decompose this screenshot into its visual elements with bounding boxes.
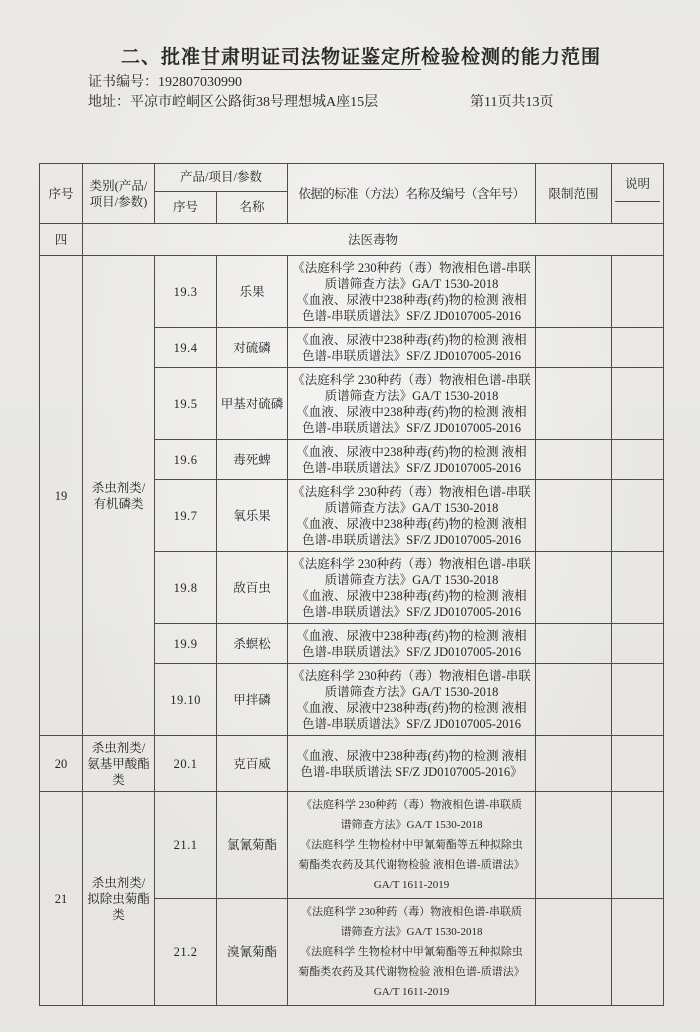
- table-row: [40, 256, 664, 328]
- cell-limit: [536, 328, 612, 368]
- cell-standards: [288, 480, 536, 552]
- cert-number-line: [88, 73, 700, 93]
- cell-group-category: 杀虫剂类/氨基甲酸酯类: [83, 736, 155, 792]
- standard-line: 《法庭科学 生物检材中甲氰菊酯等五种拟除虫菊酯类农药及其代谢物检验 液相色谱-质谱法》GA/T 1611-2019: [298, 946, 525, 998]
- title-organization-underlined: 甘肃明证司法物证鉴定所: [200, 47, 421, 68]
- cell-item-name: 甲基对硫磷: [217, 368, 288, 440]
- title-prefix: 二、批准: [120, 47, 201, 68]
- header-limit: 限制范围: [536, 164, 612, 224]
- cell-standards: [288, 736, 536, 792]
- standard-line: 《法庭科学 230种药（毒）物液相色谱-串联质谱筛查方法》GA/T 1530-2018: [292, 556, 531, 587]
- header-product-group: 产品/项目/参数: [155, 164, 288, 192]
- cell-limit: [536, 736, 612, 792]
- cell-item-name: 乐果: [217, 256, 288, 328]
- cell-group-seq: 20: [40, 736, 83, 792]
- cell-item-no: 19.10: [155, 664, 217, 736]
- cell-item-name: 氯氰菊酯: [217, 792, 288, 899]
- cell-note: [612, 328, 664, 368]
- standard-line: 《法庭科学 230种药（毒）物液相色谱-串联质谱筛查方法》GA/T 1530-2018: [292, 484, 531, 515]
- cell-limit: [536, 792, 612, 899]
- cell-item-name: 杀螟松: [217, 624, 288, 664]
- cell-item-no: 21.1: [155, 792, 217, 899]
- header-name: 名称: [217, 191, 288, 223]
- header-note: [612, 164, 664, 224]
- cell-note: [612, 440, 664, 480]
- cell-item-no: 19.4: [155, 328, 217, 368]
- header-standard: 依据的标准（方法）名称及编号（含年号）: [288, 164, 536, 224]
- cell-item-name: 溴氰菊酯: [217, 899, 288, 1006]
- cell-item-no: 19.5: [155, 368, 217, 440]
- cell-standards: [288, 552, 536, 624]
- cell-standards: [288, 792, 536, 899]
- cert-number-value: 192807030990: [158, 75, 242, 90]
- standard-line: 《血液、尿液中238种毒(药)物的检测 液相色谱-串联质谱法》SF/Z JD0107005-2016: [296, 588, 527, 619]
- header-note-label: 说明: [615, 166, 660, 202]
- cell-item-no: 19.3: [155, 256, 217, 328]
- cell-item-name: 氧乐果: [217, 480, 288, 552]
- cell-item-no: 19.8: [155, 552, 217, 624]
- cell-note: [612, 480, 664, 552]
- cell-group-category: 杀虫剂类/有机磷类: [83, 256, 155, 736]
- header-note-empty-subcell: [615, 202, 660, 221]
- cell-note: [612, 736, 664, 792]
- cell-item-name: 对硫磷: [217, 328, 288, 368]
- standard-line: 《血液、尿液中238种毒(药)物的检测 液相色谱-串联质谱法》SF/Z JD0107005-2016: [296, 628, 527, 659]
- cell-note: [612, 664, 664, 736]
- cell-item-no: 19.9: [155, 624, 217, 664]
- cell-group-category: 杀虫剂类/拟除虫菊酯类: [83, 792, 155, 1006]
- cell-note: [612, 552, 664, 624]
- cell-item-name: 甲拌磷: [217, 664, 288, 736]
- section-title: 法医毒物: [83, 224, 664, 256]
- standard-line: 《血液、尿液中238种毒(药)物的检测 液相色谱-串联质谱法》SF/Z JD0107005-2016: [296, 292, 527, 323]
- cell-limit: [536, 624, 612, 664]
- cell-item-name: 敌百虫: [217, 552, 288, 624]
- table-row: [40, 792, 664, 899]
- standard-line: 《血液、尿液中238种毒(药)物的检测 液相色谱-串联质谱法》SF/Z JD0107005-2016: [296, 444, 527, 475]
- table-row: [40, 736, 664, 792]
- cell-group-seq: 19: [40, 256, 83, 736]
- cell-limit: [536, 480, 612, 552]
- cell-standards: [288, 256, 536, 328]
- page-title: [0, 42, 700, 69]
- cell-item-name: 克百威: [217, 736, 288, 792]
- cell-item-name: 毒死蜱: [217, 440, 288, 480]
- address-line: [88, 93, 700, 113]
- cell-limit: [536, 899, 612, 1006]
- address-value: 平凉市崆峒区公路街38号理想城A座15层: [130, 95, 379, 110]
- standard-line: 《法庭科学 230种药（毒）物液相色谱-串联质谱筛查方法》GA/T 1530-2018: [292, 260, 531, 291]
- standard-line: 《血液、尿液中238种毒(药)物的检测 液相色谱-串联质谱法》SF/Z JD0107005-2016: [296, 700, 527, 731]
- header-category: 类别(产品/项目/参数): [83, 164, 155, 224]
- standard-line: 《血液、尿液中238种毒(药)物的检测 液相色谱-串联质谱法》SF/Z JD0107005-2016: [296, 404, 527, 435]
- standard-line: 《法庭科学 230种药（毒）物液相色谱-串联质谱筛查方法》GA/T 1530-2018: [301, 906, 522, 938]
- section-seq: 四: [40, 224, 83, 256]
- capability-table: [39, 163, 664, 1006]
- cell-item-no: 19.7: [155, 480, 217, 552]
- cell-group-seq: 21: [40, 792, 83, 1006]
- header-seq: 序号: [40, 164, 83, 224]
- cell-item-no: 19.6: [155, 440, 217, 480]
- title-suffix: 检验检测的能力范围: [421, 47, 602, 68]
- cell-standards: [288, 368, 536, 440]
- standard-line: 《法庭科学 230种药（毒）物液相色谱-串联质谱筛查方法》GA/T 1530-2018: [301, 799, 522, 831]
- standard-line: 《血液、尿液中238种毒(药)物的检测 液相色谱-串联质谱法》SF/Z JD0107005-2016: [296, 332, 527, 363]
- cell-standards: [288, 899, 536, 1006]
- cell-item-no: 20.1: [155, 736, 217, 792]
- cell-limit: [536, 440, 612, 480]
- standard-line: 《法庭科学 230种药（毒）物液相色谱-串联质谱筛查方法》GA/T 1530-2018: [292, 668, 531, 699]
- cert-number-label: 证书编号：: [88, 75, 158, 90]
- cell-note: [612, 368, 664, 440]
- page-indicator: 第11页共13页: [470, 95, 554, 110]
- standard-line: 《血液、尿液中238种毒(药)物的检测 液相色谱-串联质谱法 SF/Z JD0107005-2016》: [296, 748, 527, 779]
- cell-standards: [288, 664, 536, 736]
- cell-note: [612, 899, 664, 1006]
- header-sub-seq: 序号: [155, 191, 217, 223]
- certificate-meta: [88, 73, 700, 113]
- standard-line: 《血液、尿液中238种毒(药)物的检测 液相色谱-串联质谱法》SF/Z JD0107005-2016: [296, 516, 527, 547]
- address-label: 地址：: [88, 95, 130, 110]
- cell-standards: [288, 328, 536, 368]
- cell-limit: [536, 368, 612, 440]
- section-row: [40, 224, 664, 256]
- cell-note: [612, 256, 664, 328]
- standard-line: 《法庭科学 230种药（毒）物液相色谱-串联质谱筛查方法》GA/T 1530-2018: [292, 372, 531, 403]
- cell-note: [612, 792, 664, 899]
- cell-note: [612, 624, 664, 664]
- cell-limit: [536, 664, 612, 736]
- cell-standards: [288, 440, 536, 480]
- standard-line: 《法庭科学 生物检材中甲氰菊酯等五种拟除虫菊酯类农药及其代谢物检验 液相色谱-质谱法》GA/T 1611-2019: [298, 839, 525, 891]
- cell-limit: [536, 552, 612, 624]
- cell-item-no: 21.2: [155, 899, 217, 1006]
- cell-standards: [288, 624, 536, 664]
- cell-limit: [536, 256, 612, 328]
